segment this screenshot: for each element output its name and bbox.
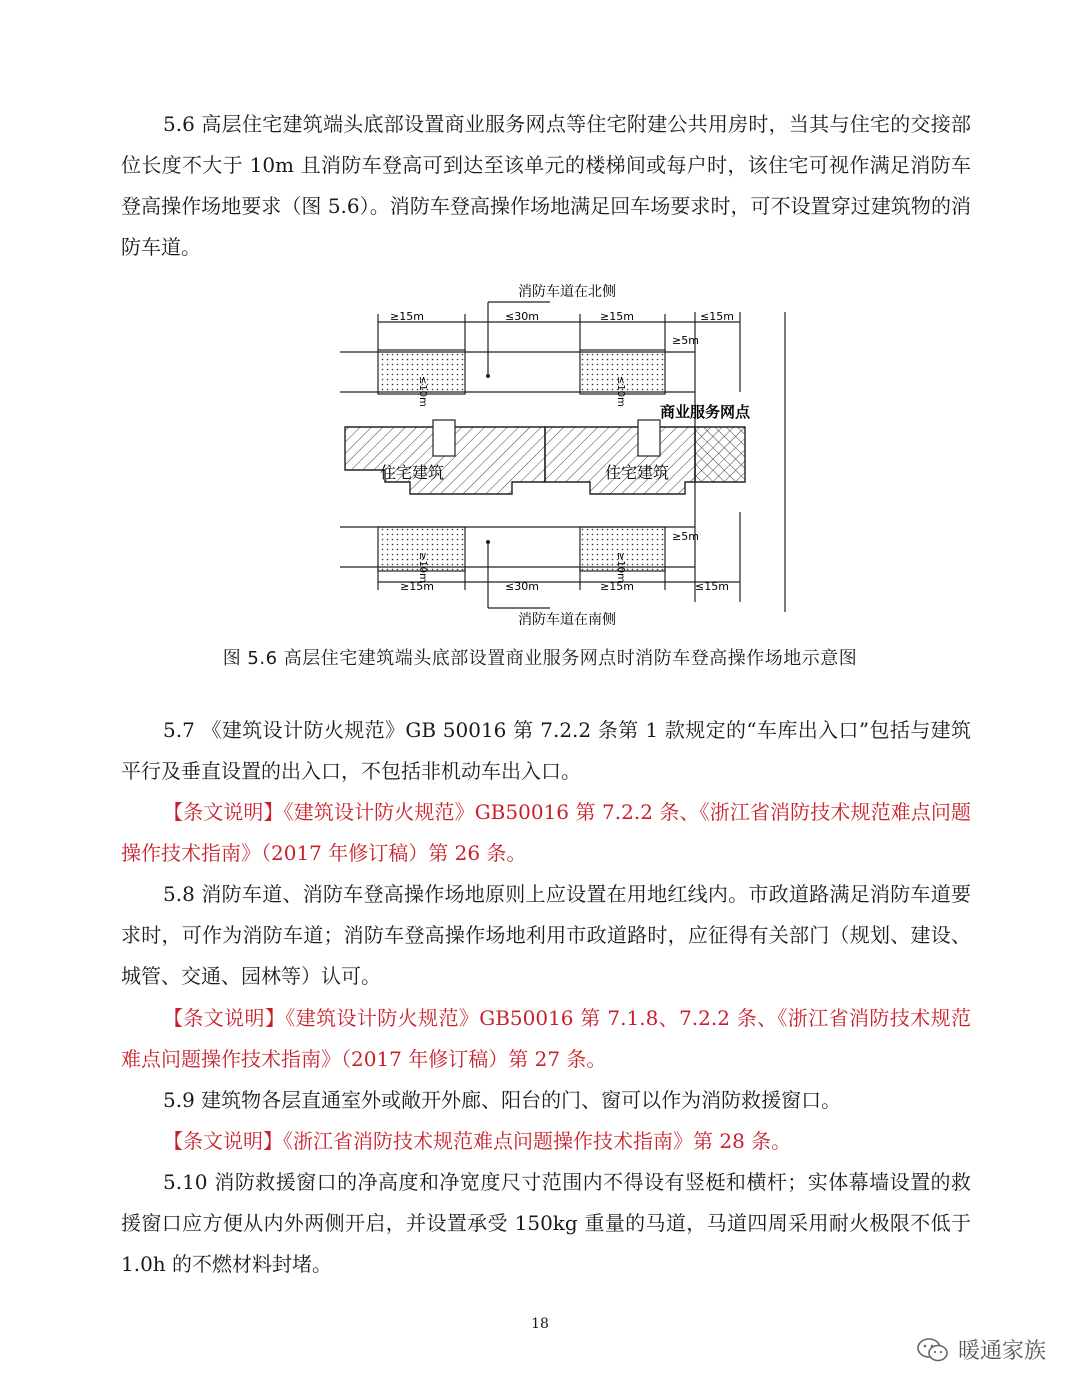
label-building-1: 住宅建筑 <box>380 463 445 482</box>
dim-south-30: ≤30m <box>505 580 539 593</box>
dim-north-le15: ≤15m <box>700 310 734 323</box>
dim-south-le15: ≤15m <box>695 580 729 593</box>
dim-south-10b: ≥10m <box>615 552 626 583</box>
paragraph-5-7: 5.7 《建筑设计防火规范》GB 50016 第 7.2.2 条第 1 款规定的“车库出入口”包括与建筑平行及垂直设置的出入口，不包括非机动车出入口。 <box>121 718 971 783</box>
label-south-road: 消防车道在南侧 <box>518 612 616 628</box>
paragraph-5-6: 5.6 高层住宅建筑端头底部设置商业服务网点等住宅附建公共用房时，当其与住宅的交接部位长度不大于 10m 且消防车登高可到达至该单元的楼梯间或每户时，该住宅可视作满足消防车登高操作场地要求（图 5.6）。消防车登高操作场地满足回车场要求时，可不设置穿过建筑物的消防车道。 <box>121 112 971 259</box>
label-shop: 商业服务网点 <box>660 403 751 421</box>
figure-5-6-diagram <box>300 272 830 632</box>
dim-north-15b: ≥15m <box>600 310 634 323</box>
wechat-icon <box>916 1336 950 1364</box>
watermark-text: 暖通家族 <box>957 1339 1046 1364</box>
paragraph-5-9: 5.9 建筑物各层直通室外或敞开外廊、阳台的门、窗可以作为消防救援窗口。 <box>163 1088 842 1112</box>
paragraph-5-10: 5.10 消防救援窗口的净高度和净宽度尺寸范围内不得设有竖梃和横杆；实体幕墙设置的救援窗口应方便从内外两侧开启，并设置承受 150kg 重量的马道，马道四周采用耐火极限不低于 1.0h 的不燃材料封堵。 <box>121 1170 971 1276</box>
figure-caption: 图 5.6 高层住宅建筑端头底部设置商业服务网点时消防车登高操作场地示意图 <box>222 648 858 669</box>
dim-north-10b: ≤10m <box>615 376 626 407</box>
dim-north-30: ≤30m <box>505 310 539 323</box>
paragraph-5-8: 5.8 消防车道、消防车登高操作场地原则上应设置在用地红线内。市政道路满足消防车道要求时，可作为消防车道；消防车登高操作场地利用市政道路时，应征得有关部门（规划、建设、城管、交通、园林等）认可。 <box>121 882 971 988</box>
label-north-road: 消防车道在北侧 <box>518 284 616 300</box>
dim-north-10a: ≤10m <box>417 376 428 407</box>
dim-south-5: ≥5m <box>672 530 699 543</box>
dim-south-15a: ≥15m <box>400 580 434 593</box>
watermark <box>916 1334 1046 1365</box>
dim-north-5: ≥5m <box>672 334 699 347</box>
label-building-2: 住宅建筑 <box>605 463 670 482</box>
note-5-7: 【条文说明】《建筑设计防火规范》GB50016 第 7.2.2 条、《浙江省消防技术规范难点问题操作技术指南》（2017 年修订稿）第 26 条。 <box>121 800 971 865</box>
dim-north-15a: ≥15m <box>390 310 424 323</box>
dim-south-15b: ≥15m <box>600 580 634 593</box>
note-5-8: 【条文说明】《建筑设计防火规范》GB50016 第 7.1.8、7.2.2 条、《浙江省消防技术规范难点问题操作技术指南》（2017 年修订稿）第 27 条。 <box>121 1006 971 1071</box>
note-5-9: 【条文说明】《浙江省消防技术规范难点问题操作技术指南》第 28 条。 <box>163 1129 792 1153</box>
page-number: 18 <box>531 1316 549 1332</box>
dim-south-10a: ≥10m <box>417 552 428 583</box>
